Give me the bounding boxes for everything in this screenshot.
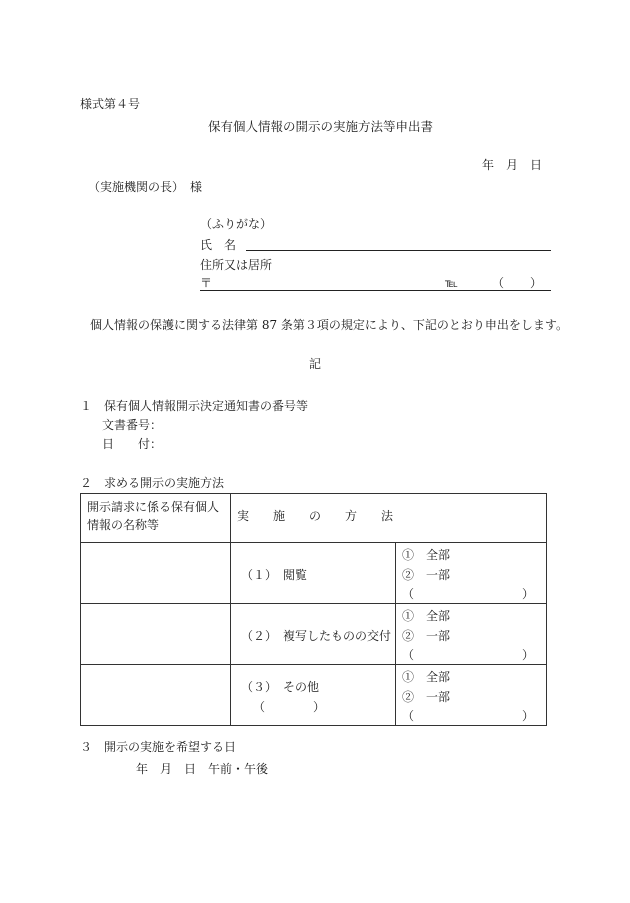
address-label: 住所又は居所 [200, 258, 273, 272]
option-partial[interactable]: ② 一部 [402, 568, 451, 582]
method-table [80, 493, 547, 726]
address-field[interactable] [200, 290, 551, 291]
name-field[interactable] [246, 250, 551, 251]
date-line: 年 月 日 [482, 158, 543, 172]
furigana-label: （ふりがな） [200, 217, 273, 231]
option-paren-close: ） [522, 709, 535, 723]
info-name-cell-3[interactable] [81, 665, 231, 726]
ki-mark: 記 [309, 357, 322, 371]
name-label: 氏 名 [200, 238, 237, 252]
method-cell-3: （３） その他 （ ） [231, 665, 396, 726]
tel-paren-close: ） [530, 276, 543, 290]
option-all[interactable]: ① 全部 [402, 609, 451, 623]
option-paren-open: （ [402, 587, 415, 601]
option-all[interactable]: ① 全部 [402, 670, 451, 684]
option-all[interactable]: ① 全部 [402, 548, 451, 562]
option-partial[interactable]: ② 一部 [402, 629, 451, 643]
section1-heading: １ 保有個人情報開示決定通知書の番号等 [80, 399, 309, 413]
header-info-name: 開示請求に係る保有個人情報の名称等 [81, 494, 231, 543]
option-paren-open: （ [402, 709, 415, 723]
info-name-cell-1[interactable] [81, 543, 231, 604]
header-method: 実 施 の 方 法 [231, 494, 547, 543]
notice-date-label: 日 付： [102, 437, 163, 451]
postal-mark: 〒 [200, 276, 213, 290]
section2-heading: ２ 求める開示の実施方法 [80, 476, 225, 490]
statement: 個人情報の保護に関する法律第 87 条第３項の規定により、下記のとおり申出をします。 [90, 318, 568, 332]
option-cell-3 [396, 665, 547, 726]
form-number: 様式第４号 [80, 97, 141, 111]
method-cell-2: （２） 複写したものの交付 [231, 604, 396, 665]
option-cell-2 [396, 604, 547, 665]
desired-date-line: 年 月 日 午前・午後 [136, 762, 269, 776]
addressee: （実施機関の長） 様 [88, 180, 203, 194]
tel-label: ℡ [445, 276, 458, 290]
other-method-paren: （ ） [253, 700, 326, 714]
info-name-cell-2[interactable] [81, 604, 231, 665]
page-title: 保有個人情報の開示の実施方法等申出書 [208, 119, 434, 134]
option-cell-1 [396, 543, 547, 604]
doc-number-label: 文書番号： [102, 418, 163, 432]
tel-paren-open: （ [492, 276, 505, 290]
option-paren-close: ） [522, 648, 535, 662]
section3-heading: ３ 開示の実施を希望する日 [80, 740, 237, 754]
option-partial[interactable]: ② 一部 [402, 690, 451, 704]
method-cell-1: （１） 閲覧 [231, 543, 396, 604]
option-paren-open: （ [402, 648, 415, 662]
option-paren-close: ） [522, 587, 535, 601]
